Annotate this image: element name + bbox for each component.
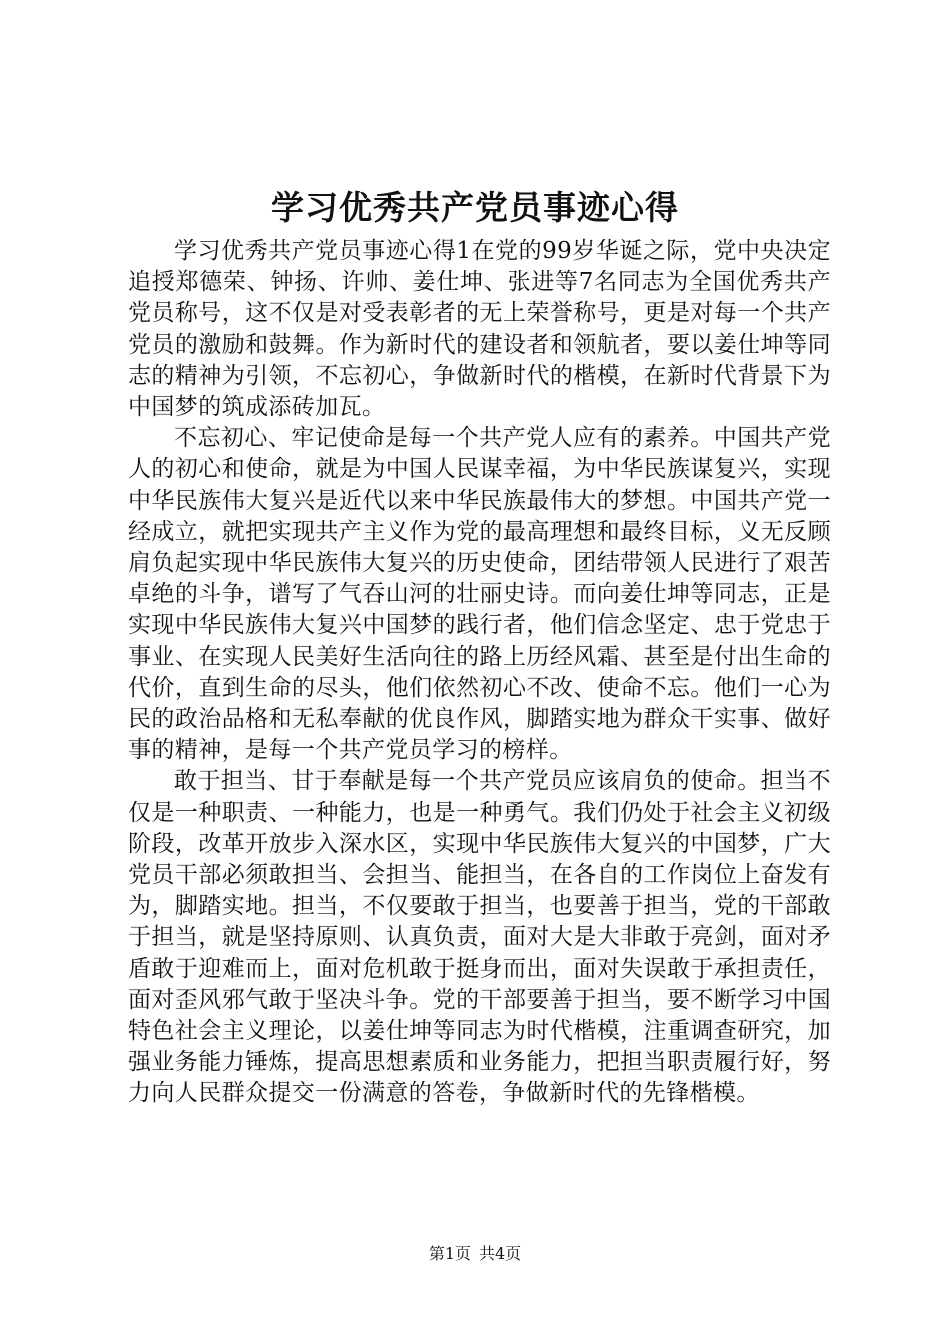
paragraph-3: 敢于担当、甘于奉献是每一个共产党员应该肩负的使命。担当不仅是一种职责、一种能力，也是一种勇气。我们仍处于社会主义初级阶段，改革开放步入深水区，实现中华民族伟大复兴的中国梦，广大党员干部必须敢担当、会担当、能担当，在各自的工作岗位上奋发有为，脚踏实地。担当，不仅要敢于担当，也要善于担当，党的干部敢于担当，就是坚持原则、认真负责，面对大是大非敢于亮剑，面对矛盾敢于迎难而上，面对危机敢于挺身而出，面对失误敢于承担责任，面对歪风邪气敢于坚决斗争。党的干部要善于担当，要不断学习中国特色社会主义理论，以姜仕坤等同志为时代楷模，注重调查研究，加强业务能力锤炼，提高思想素质和业务能力，把担当职责履行好，努力向人民群众提交一份满意的答卷，争做新时代的先锋楷模。: [128, 768, 831, 1107]
document-title: 学习优秀共产党员事迹心得: [271, 188, 679, 227]
paragraph-2: 不忘初心、牢记使命是每一个共产党人应有的素养。中国共产党人的初心和使命，就是为中国人民谋幸福，为中华民族谋复兴，实现中华民族伟大复兴是近代以来中华民族最伟大的梦想。中国共产党一经成立，就把实现共产主义作为党的最高理想和最终目标，义无反顾肩负起实现中华民族伟大复兴的历史使命，团结带领人民进行了艰苦卓绝的斗争，谱写了气吞山河的壮丽史诗。而向姜仕坤等同志，正是实现中华民族伟大复兴中国梦的践行者，他们信念坚定、忠于党忠于事业、在实现人民美好生活向往的路上历经风霜、甚至是付出生命的代价，直到生命的尽头，他们依然初心不改、使命不忘。他们一心为民的政治品格和无私奉献的优良作风，脚踏实地为群众干实事、做好事的精神，是每一个共产党员学习的榜样。: [128, 425, 831, 764]
page-footer: [0, 1243, 950, 1265]
document-body: [128, 236, 831, 1110]
page-total: 共4页: [479, 1244, 522, 1263]
paragraph-1: 学习优秀共产党员事迹心得1在党的99岁华诞之际，党中央决定追授郑德荣、钟扬、许帅、姜仕坤、张进等7名同志为全国优秀共产党员称号，这不仅是对受表彰者的无上荣誉称号，更是对每一个共产党员的激励和鼓舞。作为新时代的建设者和领航者，要以姜仕坤等同志的精神为引领，不忘初心，争做新时代的楷模，在新时代背景下为中国梦的筑成添砖加瓦。: [128, 238, 831, 421]
page-number: 第1页: [428, 1244, 471, 1263]
